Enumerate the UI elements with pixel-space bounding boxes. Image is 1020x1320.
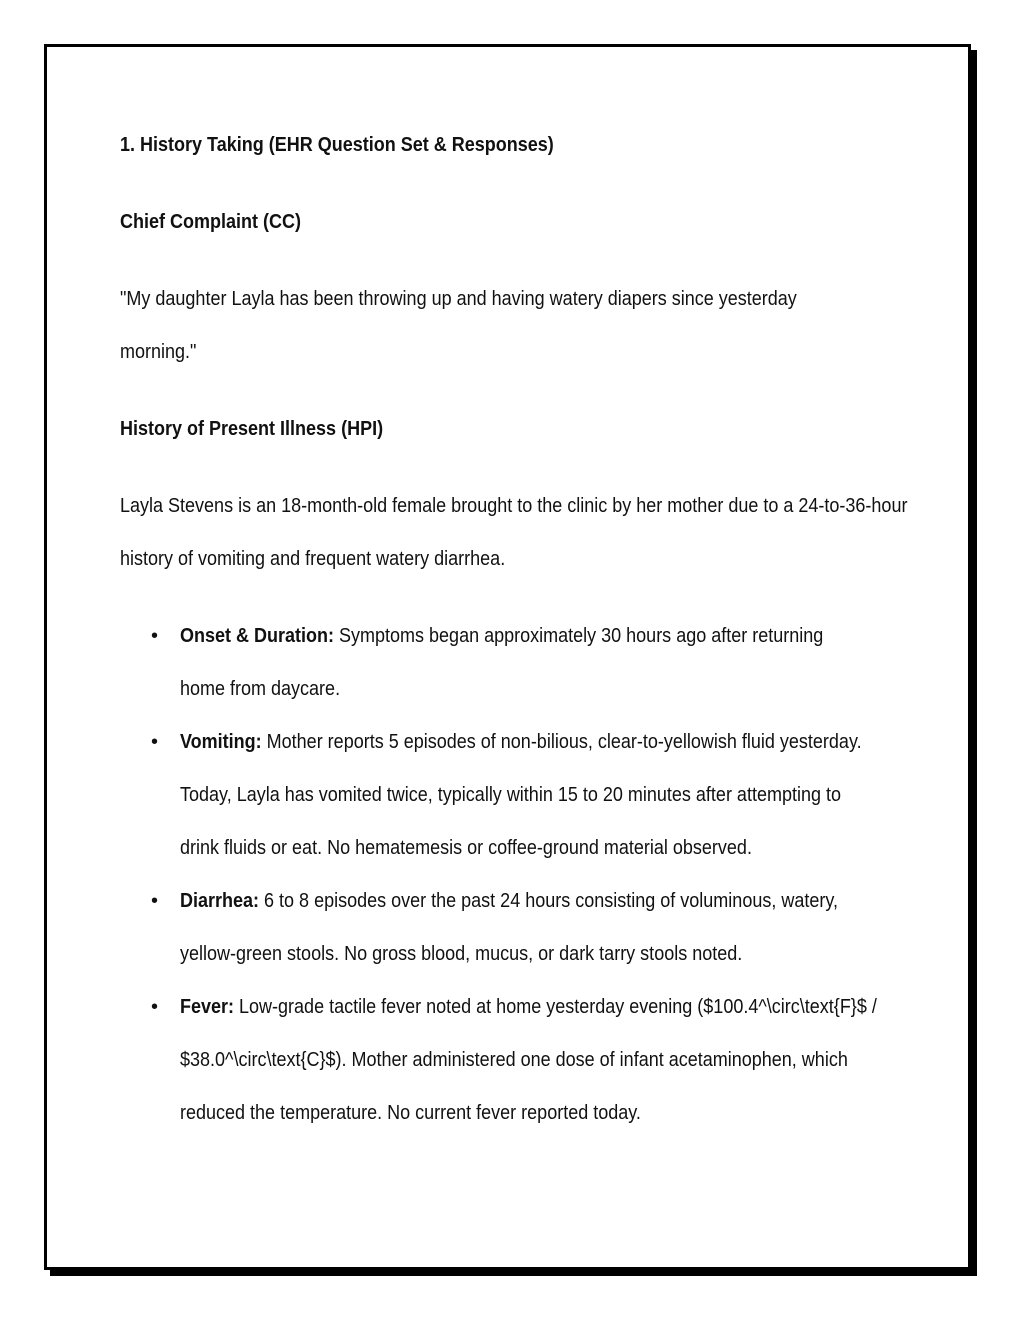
list-item-text <box>180 875 891 981</box>
bullet-icon: • <box>151 996 159 1018</box>
list-item-body: Mother reports 5 episodes of non-bilious, clear-to-yellowish fluid yesterday. Today, Layla has vomited twice, typically within 15 to 20 minutes after attempting to drink fluids or eat. No hematemesis or coffee-ground material observed. <box>180 731 862 859</box>
spacer <box>120 586 910 610</box>
list-item-text <box>180 610 873 716</box>
cc-heading: Chief Complaint (CC) <box>120 211 301 233</box>
list-item-onset <box>120 610 910 716</box>
list-item-text <box>180 716 873 875</box>
list-item-text <box>180 981 891 1140</box>
list-item-label: Fever: <box>180 996 235 1018</box>
cc-text: "My daughter Layla has been throwing up and having watery diapers since yesterday morning." <box>120 288 797 363</box>
list-item-body: Symptoms began approximately 30 hours ago after returning home from daycare. <box>180 625 824 700</box>
document-page <box>44 44 971 1270</box>
section-title: 1. History Taking (EHR Question Set & Responses) <box>120 134 554 156</box>
spacer <box>120 379 910 403</box>
list-item-diarrhea <box>120 875 910 981</box>
bullet-icon: • <box>151 731 159 753</box>
list-item-vomiting <box>120 716 910 875</box>
hpi-heading: History of Present Illness (HPI) <box>120 418 384 440</box>
list-item-body: Low-grade tactile fever noted at home yesterday evening ($100.4^\circ\text{F}$ / $38.0^\circ\text{C}$). Mother administered one dose of infant acetaminophen, which reduced the temperature. No current fever reported today. <box>180 996 877 1124</box>
list-item-body: 6 to 8 episodes over the past 24 hours consisting of voluminous, watery, yellow-green stools. No gross blood, mucus, or dark tarry stools noted. <box>180 890 839 965</box>
hpi-list <box>120 610 910 1140</box>
bullet-icon: • <box>151 625 159 647</box>
hpi-intro: Layla Stevens is an 18-month-old female brought to the clinic by her mother due to a 24-to-36-hour history of vomiting and frequent watery diarrhea. <box>120 495 908 570</box>
list-item-fever <box>120 981 910 1140</box>
list-item-label: Vomiting: <box>180 731 262 753</box>
bullet-icon: • <box>151 890 159 912</box>
document-content <box>120 119 910 1140</box>
list-item-label: Onset & Duration: <box>180 625 335 647</box>
list-item-label: Diarrhea: <box>180 890 260 912</box>
